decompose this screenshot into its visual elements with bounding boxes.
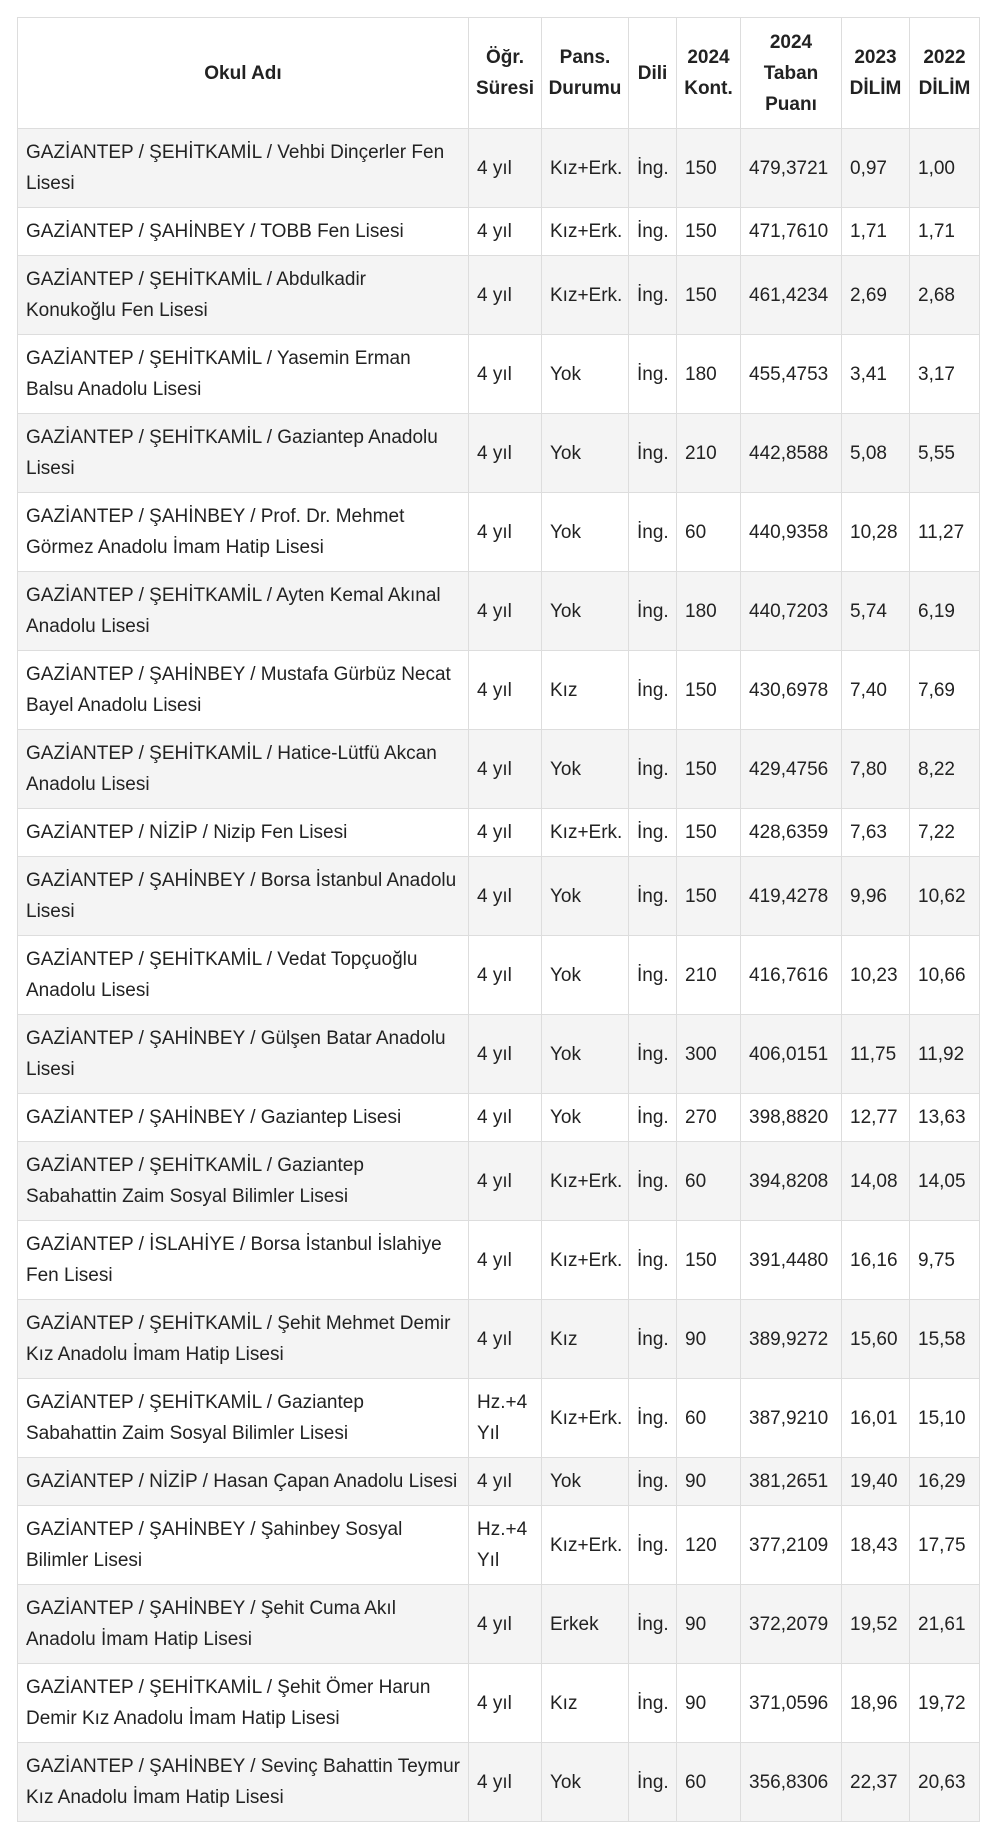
cell-ogr-suresi: 4 yıl [469,1300,542,1379]
cell-taban-puani: 428,6359 [741,809,842,857]
table-row [18,1585,980,1664]
cell-kontenjan: 150 [677,651,741,730]
cell-dilim-2022: 15,58 [910,1300,980,1379]
cell-okul-adi: GAZİANTEP / ŞAHİNBEY / Borsa İstanbul Anadolu Lisesi [18,857,469,936]
cell-ogr-suresi: 4 yıl [469,1458,542,1506]
cell-pans-durumu: Erkek [542,1585,629,1664]
table-row [18,256,980,335]
cell-ogr-suresi: 4 yıl [469,857,542,936]
cell-pans-durumu: Kız+Erk. [542,129,629,208]
table-row [18,1221,980,1300]
header-kontenjan: 2024 Kont. [677,18,741,129]
cell-dilim-2022: 2,68 [910,256,980,335]
cell-taban-puani: 381,2651 [741,1458,842,1506]
cell-dili: İng. [629,1221,677,1300]
schools-table [17,17,980,1822]
cell-dilim-2023: 19,40 [842,1458,910,1506]
cell-pans-durumu: Yok [542,493,629,572]
cell-dili: İng. [629,1506,677,1585]
cell-pans-durumu: Yok [542,1743,629,1822]
schools-table-container [17,17,979,1822]
cell-ogr-suresi: Hz.+4 Yıl [469,1379,542,1458]
cell-dilim-2023: 7,63 [842,809,910,857]
cell-kontenjan: 60 [677,493,741,572]
cell-taban-puani: 440,7203 [741,572,842,651]
header-dilim-2023: 2023 DİLİM [842,18,910,129]
cell-dili: İng. [629,1664,677,1743]
cell-dili: İng. [629,414,677,493]
cell-dilim-2022: 11,27 [910,493,980,572]
cell-dilim-2022: 1,71 [910,208,980,256]
cell-dilim-2023: 10,23 [842,936,910,1015]
header-dili: Dili [629,18,677,129]
cell-dili: İng. [629,1015,677,1094]
cell-pans-durumu: Kız+Erk. [542,1221,629,1300]
cell-okul-adi: GAZİANTEP / ŞEHİTKAMİL / Vedat Topçuoğlu Anadolu Lisesi [18,936,469,1015]
cell-ogr-suresi: 4 yıl [469,1094,542,1142]
cell-kontenjan: 90 [677,1300,741,1379]
cell-ogr-suresi: 4 yıl [469,1743,542,1822]
cell-kontenjan: 180 [677,572,741,651]
table-row [18,414,980,493]
cell-dili: İng. [629,1142,677,1221]
cell-dilim-2023: 7,40 [842,651,910,730]
cell-dilim-2022: 13,63 [910,1094,980,1142]
cell-pans-durumu: Kız+Erk. [542,1506,629,1585]
cell-dilim-2022: 7,22 [910,809,980,857]
cell-ogr-suresi: 4 yıl [469,256,542,335]
cell-taban-puani: 430,6978 [741,651,842,730]
cell-dilim-2022: 14,05 [910,1142,980,1221]
header-okul-adi: Okul Adı [18,18,469,129]
cell-dili: İng. [629,1094,677,1142]
cell-pans-durumu: Yok [542,414,629,493]
cell-kontenjan: 150 [677,256,741,335]
cell-kontenjan: 90 [677,1664,741,1743]
cell-dilim-2022: 9,75 [910,1221,980,1300]
cell-kontenjan: 60 [677,1379,741,1458]
cell-pans-durumu: Kız [542,1300,629,1379]
cell-dilim-2022: 7,69 [910,651,980,730]
table-body [18,129,980,1822]
cell-dilim-2022: 20,63 [910,1743,980,1822]
table-row [18,1142,980,1221]
cell-dili: İng. [629,936,677,1015]
cell-dilim-2023: 10,28 [842,493,910,572]
cell-ogr-suresi: 4 yıl [469,651,542,730]
cell-dilim-2022: 10,62 [910,857,980,936]
cell-dilim-2023: 5,74 [842,572,910,651]
cell-dilim-2023: 15,60 [842,1300,910,1379]
table-row [18,651,980,730]
table-row [18,129,980,208]
cell-pans-durumu: Yok [542,572,629,651]
cell-dili: İng. [629,572,677,651]
cell-taban-puani: 372,2079 [741,1585,842,1664]
cell-okul-adi: GAZİANTEP / ŞEHİTKAMİL / Hatice-Lütfü Akcan Anadolu Lisesi [18,730,469,809]
cell-taban-puani: 429,4756 [741,730,842,809]
cell-pans-durumu: Kız [542,651,629,730]
cell-okul-adi: GAZİANTEP / ŞEHİTKAMİL / Şehit Ömer Harun Demir Kız Anadolu İmam Hatip Lisesi [18,1664,469,1743]
cell-ogr-suresi: Hz.+4 Yıl [469,1506,542,1585]
table-row [18,1300,980,1379]
cell-taban-puani: 389,9272 [741,1300,842,1379]
header-row [18,18,980,129]
cell-dilim-2022: 15,10 [910,1379,980,1458]
cell-taban-puani: 442,8588 [741,414,842,493]
cell-ogr-suresi: 4 yıl [469,129,542,208]
cell-ogr-suresi: 4 yıl [469,335,542,414]
cell-dilim-2023: 16,01 [842,1379,910,1458]
cell-dilim-2023: 7,80 [842,730,910,809]
cell-taban-puani: 406,0151 [741,1015,842,1094]
table-row [18,1379,980,1458]
cell-kontenjan: 150 [677,208,741,256]
cell-dilim-2023: 22,37 [842,1743,910,1822]
cell-taban-puani: 371,0596 [741,1664,842,1743]
cell-dilim-2022: 10,66 [910,936,980,1015]
cell-ogr-suresi: 4 yıl [469,1221,542,1300]
cell-ogr-suresi: 4 yıl [469,730,542,809]
cell-dilim-2022: 8,22 [910,730,980,809]
cell-okul-adi: GAZİANTEP / ŞEHİTKAMİL / Gaziantep Sabahattin Zaim Sosyal Bilimler Lisesi [18,1142,469,1221]
cell-ogr-suresi: 4 yıl [469,809,542,857]
cell-pans-durumu: Kız [542,1664,629,1743]
cell-dili: İng. [629,809,677,857]
header-pans-durumu: Pans. Durumu [542,18,629,129]
cell-dilim-2022: 6,19 [910,572,980,651]
cell-kontenjan: 150 [677,1221,741,1300]
cell-okul-adi: GAZİANTEP / NİZİP / Hasan Çapan Anadolu Lisesi [18,1458,469,1506]
cell-pans-durumu: Yok [542,936,629,1015]
table-row [18,1015,980,1094]
cell-kontenjan: 120 [677,1506,741,1585]
cell-dilim-2023: 18,96 [842,1664,910,1743]
cell-dilim-2023: 2,69 [842,256,910,335]
table-header [18,18,980,129]
cell-okul-adi: GAZİANTEP / ŞAHİNBEY / TOBB Fen Lisesi [18,208,469,256]
cell-kontenjan: 90 [677,1585,741,1664]
cell-kontenjan: 270 [677,1094,741,1142]
cell-dili: İng. [629,1743,677,1822]
cell-dilim-2022: 11,92 [910,1015,980,1094]
cell-dili: İng. [629,129,677,208]
cell-kontenjan: 90 [677,1458,741,1506]
cell-ogr-suresi: 4 yıl [469,936,542,1015]
cell-ogr-suresi: 4 yıl [469,1015,542,1094]
table-row [18,1458,980,1506]
cell-ogr-suresi: 4 yıl [469,572,542,651]
cell-pans-durumu: Kız+Erk. [542,809,629,857]
cell-pans-durumu: Kız+Erk. [542,1142,629,1221]
table-row [18,809,980,857]
cell-dilim-2022: 16,29 [910,1458,980,1506]
table-row [18,208,980,256]
cell-okul-adi: GAZİANTEP / ŞAHİNBEY / Gaziantep Lisesi [18,1094,469,1142]
cell-okul-adi: GAZİANTEP / ŞAHİNBEY / Şahinbey Sosyal Bilimler Lisesi [18,1506,469,1585]
cell-taban-puani: 387,9210 [741,1379,842,1458]
table-row [18,335,980,414]
cell-taban-puani: 479,3721 [741,129,842,208]
cell-dili: İng. [629,651,677,730]
cell-kontenjan: 150 [677,857,741,936]
cell-taban-puani: 440,9358 [741,493,842,572]
cell-ogr-suresi: 4 yıl [469,414,542,493]
cell-kontenjan: 210 [677,936,741,1015]
cell-dilim-2022: 5,55 [910,414,980,493]
cell-kontenjan: 150 [677,809,741,857]
table-row [18,1094,980,1142]
table-row [18,572,980,651]
table-row [18,1506,980,1585]
cell-taban-puani: 416,7616 [741,936,842,1015]
cell-dili: İng. [629,493,677,572]
cell-taban-puani: 471,7610 [741,208,842,256]
cell-dilim-2023: 0,97 [842,129,910,208]
table-row [18,493,980,572]
cell-kontenjan: 300 [677,1015,741,1094]
cell-pans-durumu: Yok [542,1458,629,1506]
cell-pans-durumu: Kız+Erk. [542,208,629,256]
cell-taban-puani: 419,4278 [741,857,842,936]
table-row [18,1664,980,1743]
cell-dili: İng. [629,1458,677,1506]
cell-taban-puani: 356,8306 [741,1743,842,1822]
cell-pans-durumu: Yok [542,730,629,809]
cell-pans-durumu: Kız+Erk. [542,256,629,335]
cell-kontenjan: 150 [677,730,741,809]
cell-taban-puani: 377,2109 [741,1506,842,1585]
cell-dilim-2022: 21,61 [910,1585,980,1664]
cell-ogr-suresi: 4 yıl [469,493,542,572]
cell-okul-adi: GAZİANTEP / ŞEHİTKAMİL / Ayten Kemal Akınal Anadolu Lisesi [18,572,469,651]
table-row [18,1743,980,1822]
cell-kontenjan: 210 [677,414,741,493]
cell-taban-puani: 391,4480 [741,1221,842,1300]
cell-dili: İng. [629,1585,677,1664]
cell-ogr-suresi: 4 yıl [469,1585,542,1664]
cell-okul-adi: GAZİANTEP / ŞAHİNBEY / Mustafa Gürbüz Necat Bayel Anadolu Lisesi [18,651,469,730]
cell-ogr-suresi: 4 yıl [469,1142,542,1221]
cell-dilim-2022: 17,75 [910,1506,980,1585]
cell-dilim-2022: 3,17 [910,335,980,414]
header-taban-puani: 2024 Taban Puanı [741,18,842,129]
cell-dilim-2023: 9,96 [842,857,910,936]
cell-dilim-2023: 14,08 [842,1142,910,1221]
cell-okul-adi: GAZİANTEP / ŞAHİNBEY / Gülşen Batar Anadolu Lisesi [18,1015,469,1094]
cell-pans-durumu: Yok [542,335,629,414]
cell-kontenjan: 60 [677,1142,741,1221]
cell-kontenjan: 60 [677,1743,741,1822]
cell-okul-adi: GAZİANTEP / NİZİP / Nizip Fen Lisesi [18,809,469,857]
cell-taban-puani: 461,4234 [741,256,842,335]
cell-taban-puani: 394,8208 [741,1142,842,1221]
cell-dili: İng. [629,1300,677,1379]
cell-okul-adi: GAZİANTEP / İSLAHİYE / Borsa İstanbul İslahiye Fen Lisesi [18,1221,469,1300]
cell-okul-adi: GAZİANTEP / ŞEHİTKAMİL / Şehit Mehmet Demir Kız Anadolu İmam Hatip Lisesi [18,1300,469,1379]
cell-okul-adi: GAZİANTEP / ŞAHİNBEY / Prof. Dr. Mehmet Görmez Anadolu İmam Hatip Lisesi [18,493,469,572]
cell-dilim-2023: 18,43 [842,1506,910,1585]
cell-kontenjan: 180 [677,335,741,414]
cell-dilim-2023: 16,16 [842,1221,910,1300]
cell-kontenjan: 150 [677,129,741,208]
cell-dili: İng. [629,857,677,936]
cell-ogr-suresi: 4 yıl [469,1664,542,1743]
cell-dili: İng. [629,256,677,335]
cell-okul-adi: GAZİANTEP / ŞEHİTKAMİL / Yasemin Erman Balsu Anadolu Lisesi [18,335,469,414]
cell-dili: İng. [629,335,677,414]
table-row [18,857,980,936]
cell-dilim-2023: 12,77 [842,1094,910,1142]
cell-dilim-2022: 1,00 [910,129,980,208]
cell-pans-durumu: Yok [542,1015,629,1094]
cell-dilim-2023: 5,08 [842,414,910,493]
cell-dilim-2022: 19,72 [910,1664,980,1743]
cell-dilim-2023: 1,71 [842,208,910,256]
cell-pans-durumu: Kız+Erk. [542,1379,629,1458]
cell-dili: İng. [629,208,677,256]
cell-okul-adi: GAZİANTEP / ŞEHİTKAMİL / Gaziantep Anadolu Lisesi [18,414,469,493]
cell-dilim-2023: 11,75 [842,1015,910,1094]
cell-taban-puani: 398,8820 [741,1094,842,1142]
header-dilim-2022: 2022 DİLİM [910,18,980,129]
table-row [18,936,980,1015]
cell-dilim-2023: 19,52 [842,1585,910,1664]
cell-ogr-suresi: 4 yıl [469,208,542,256]
header-ogr-suresi: Öğr. Süresi [469,18,542,129]
cell-okul-adi: GAZİANTEP / ŞAHİNBEY / Şehit Cuma Akıl Anadolu İmam Hatip Lisesi [18,1585,469,1664]
cell-okul-adi: GAZİANTEP / ŞEHİTKAMİL / Gaziantep Sabahattin Zaim Sosyal Bilimler Lisesi [18,1379,469,1458]
cell-dili: İng. [629,1379,677,1458]
cell-pans-durumu: Yok [542,857,629,936]
cell-okul-adi: GAZİANTEP / ŞEHİTKAMİL / Abdulkadir Konukoğlu Fen Lisesi [18,256,469,335]
cell-okul-adi: GAZİANTEP / ŞAHİNBEY / Sevinç Bahattin Teymur Kız Anadolu İmam Hatip Lisesi [18,1743,469,1822]
cell-dilim-2023: 3,41 [842,335,910,414]
cell-okul-adi: GAZİANTEP / ŞEHİTKAMİL / Vehbi Dinçerler Fen Lisesi [18,129,469,208]
cell-pans-durumu: Yok [542,1094,629,1142]
cell-dili: İng. [629,730,677,809]
cell-taban-puani: 455,4753 [741,335,842,414]
table-row [18,730,980,809]
